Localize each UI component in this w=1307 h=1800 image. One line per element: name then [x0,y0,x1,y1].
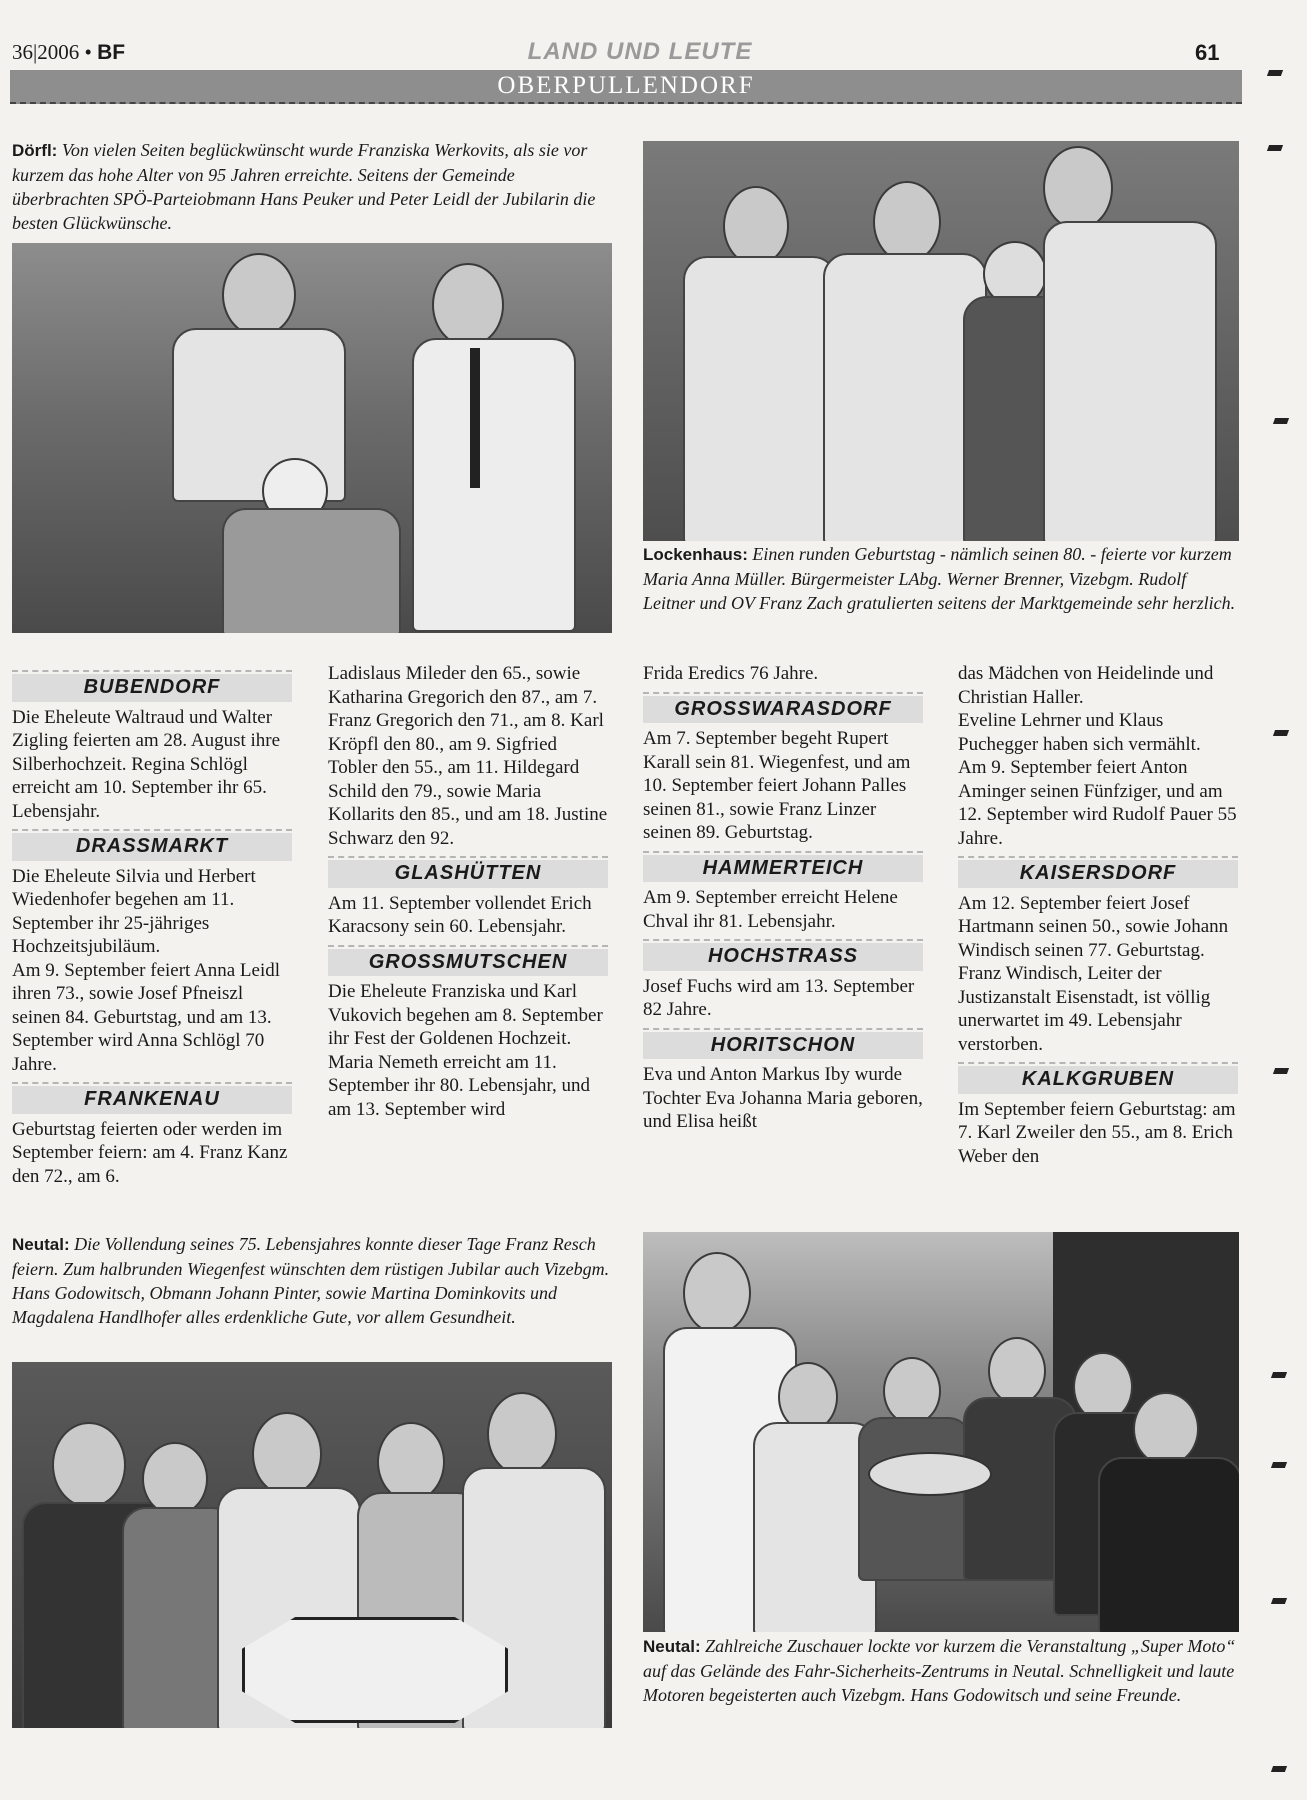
column-3 [643,662,923,1134]
text-kalkgruben: Im September feiern Geburtstag: am 7. Karl Zweiler den 55., am 8. Erich Weber den [958,1098,1236,1167]
caption-text: Einen runden Geburtstag - nämlich seinen 80. - feierte vor kurzem Maria Anna Müller. Bürgermeister LAbg. Werner Brenner, Vizebgm. Rudolf Leitner und OV Franz Zach gratulierten seitens der Marktgemeinde sehr herzlich. [643,544,1236,613]
scan-mark [1267,145,1283,151]
column-4 [958,662,1238,1168]
scan-mark [1273,1068,1289,1074]
scan-mark [1271,1598,1287,1604]
text-horitschon-cont-2: Eveline Lehrner und Klaus Puchegger haben sich vermählt. [958,710,1201,755]
heading-drassmarkt: DRASSMARKT [12,829,292,861]
caption-lead: Neutal: [12,1235,70,1254]
text-bubendorf: Die Eheleute Waltraud und Walter Zigling feierten am 28. August ihre Silberhochzeit. Regina Schlögl erreicht am 10. September ihr 65. Lebensjahr. [12,706,281,822]
column-1 [12,664,292,1188]
text-horitschon-cont-1: das Mädchen von Heidelinde und Christian Haller. [958,663,1214,708]
text-hammerteich: Am 9. September erreicht Helene Chval ihr 81. Lebensjahr. [643,887,898,932]
scan-mark [1273,730,1289,736]
heading-kaisersdorf: KAISERSDORF [958,856,1238,888]
photo-doerfl [12,243,612,633]
text-glashuetten: Am 11. September vollendet Erich Karacsony sein 60. Lebensjahr. [328,892,592,937]
caption-neutal-1 [12,1232,612,1329]
column-2 [328,662,608,1121]
text-grossmutschen-2: Maria Nemeth erreicht am 11. September ihr 80. Lebensjahr, und am 13. September wird [328,1051,591,1120]
caption-text: Die Vollendung seines 75. Lebensjahres konnte dieser Tage Franz Resch feiern. Zum halbrunden Wiegenfest wünschten dem rüstigen Jubilar auch Vizebgm. Hans Godowitsch, Obmann Johann Pinter, sowie Martina Dominkovits und Magdalena Handlhofer alles erdenkliche Gute, vor allem Gesundheit. [12,1234,610,1327]
caption-neutal-2 [643,1634,1239,1707]
heading-frankenau: FRANKENAU [12,1082,292,1114]
heading-glashuetten: GLASHÜTTEN [328,856,608,888]
heading-hochstrass: HOCHSTRASS [643,939,923,971]
text-hochstrass: Josef Fuchs wird am 13. September 82 Jahre. [643,975,915,1020]
issue-line [12,40,125,65]
text-frankenau-cont: Ladislaus Mileder den 65., sowie Katharina Gregorich den 87., am 7. Franz Gregorich den 71., am 8. Karl Kröpfl den 80., am 9. Sigfried Tobler den 55., am 11. Hildegard Schild den 79., sowie Maria Kollarits den 85., und am 18. Justine Schwarz den 92. [328,663,608,849]
scan-mark [1271,1462,1287,1468]
text-horitschon: Eva und Anton Markus Iby wurde Tochter Eva Johanna Maria geboren, und Elisa heißt [643,1064,923,1132]
region-title: OBERPULLENDORF [497,72,755,99]
heading-horitschon: HORITSCHON [643,1028,923,1060]
text-horitschon-cont-3: Am 9. September feiert Anton Aminger seinen Fünfziger, und am 12. September wird Rudolf Pauer 55 Jahre. [958,757,1237,849]
heading-grosswarasdorf: GROSSWARASDORF [643,692,923,724]
caption-lead: Dörfl: [12,141,58,160]
caption-text: Zahlreiche Zuschauer lockte vor kurzem die Veranstaltung „Super Moto“ auf das Gelände des Fahr-Sicherheits-Zentrums in Neutal. Schnelligkeit und laute Motoren begeisterten auch Vizebgm. Hans Godowitsch und seine Freunde. [643,1636,1236,1705]
text-kaisersdorf-2: Franz Windisch, Leiter der Justizanstalt Eisenstadt, ist völlig unerwartet im 49. Lebensjahr verstorben. [958,963,1211,1055]
text-kaisersdorf-1: Am 12. September feiert Josef Hartmann seinen 50., sowie Johann Windisch seinen 77. Geburtstag. [958,892,1229,961]
photo-neutal-1 [12,1362,612,1728]
region-band [10,70,1242,104]
caption-lead: Neutal: [643,1637,701,1656]
issue-number: 36|2006 [12,40,80,64]
heading-grossmutschen: GROSSMUTSCHEN [328,945,608,977]
photo-neutal-2 [643,1232,1239,1632]
text-frankenau: Geburtstag feierten oder werden im September feiern: am 4. Franz Kanz den 72., am 6. [12,1118,288,1187]
caption-text: Von vielen Seiten beglückwünscht wurde Franziska Werkovits, als sie vor kurzem das hohe Alter von 95 Jahren erreichte. Seitens der Gemeinde überbrachten SPÖ-Parteiobmann Hans Peuker und Peter Leidl der Jubilarin die besten Glückwünsche. [12,140,596,233]
photo-lockenhaus [643,141,1239,541]
caption-lockenhaus [643,542,1239,615]
text-grossmutschen-1: Die Eheleute Franziska und Karl Vukovich begehen am 8. September ihr Fest der Goldenen Hochzeit. [328,981,603,1049]
bullet: • [84,40,92,64]
paper-name: BF [97,41,126,64]
caption-doerfl [12,138,612,235]
text-drassmarkt-1: Die Eheleute Silvia und Herbert Wiedenhofer begehen am 11. September ihr 25-jähriges Hochzeitsjubiläum. [12,865,256,957]
heading-hammerteich: HAMMERTEICH [643,851,923,883]
heading-bubendorf: BUBENDORF [12,670,292,702]
heading-kalkgruben: KALKGRUBEN [958,1062,1238,1094]
scan-mark [1267,70,1283,76]
caption-lead: Lockenhaus: [643,545,748,564]
scan-mark [1273,418,1289,424]
scan-mark [1271,1766,1287,1772]
text-grosswarasdorf: Am 7. September begeht Rupert Karall sein 81. Wiegenfest, und am 10. September feiert Johann Palles seinen 81., sowie Franz Linzer seinen 89. Geburtstag. [643,728,911,843]
page-number: 61 [1195,40,1220,65]
scan-mark [1271,1372,1287,1378]
section-title: LAND UND LEUTE [527,38,753,65]
text-grossmutschen-cont: Frida Eredics 76 Jahre. [643,663,819,684]
text-drassmarkt-2: Am 9. September feiert Anna Leidl ihren 73., sowie Josef Pfneiszl seinen 84. Geburtstag, und am 13. September wird Anna Schlögl 70 Jahre. [12,959,281,1075]
